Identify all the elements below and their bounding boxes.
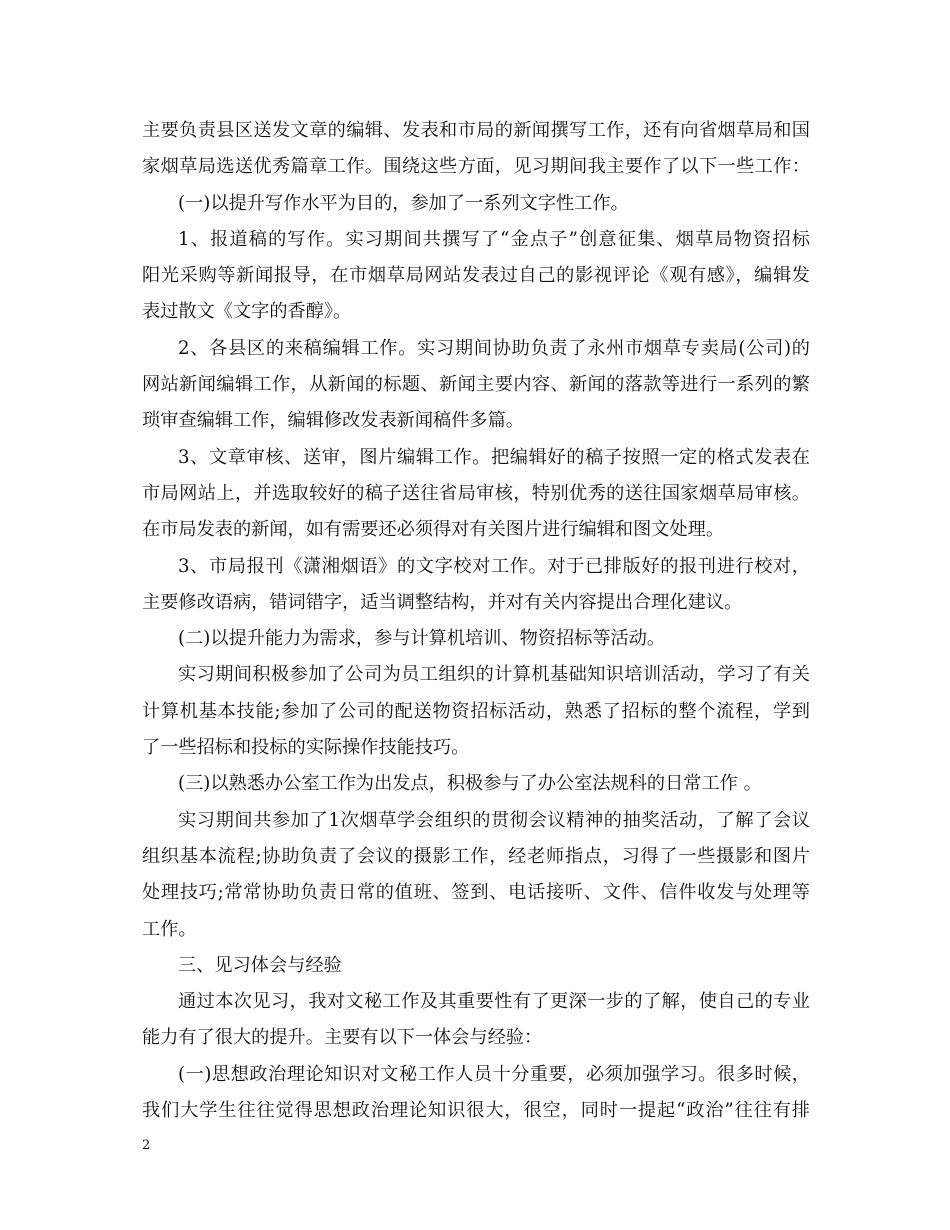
text-line: 1、报道稿的写作。实习期间共撰写了“金点子”创意征集、烟草局物资招标 xyxy=(178,228,810,250)
document-body xyxy=(142,113,810,1129)
text-line: 通过本次见习，我对文秘工作及其重要性有了更深一步的了解，使自己的专业 xyxy=(178,991,810,1013)
text-line: (一)以提升写作水平为目的，参加了一系列文字性工作。 xyxy=(178,192,629,214)
text-line: 表过散文《文字的香醇》。 xyxy=(142,301,352,323)
text-line: (三)以熟悉办公室工作为出发点，积极参与了办公室法规科的日常工作 。 xyxy=(178,773,762,795)
text-line: 琐审查编辑工作，编辑修改发表新闻稿件多篇。 xyxy=(142,410,524,432)
text-line: 计算机基本技能;参加了公司的配送物资招标活动，熟悉了招标的整个流程，学到 xyxy=(142,700,810,722)
text-line: 我们大学生往往觉得思想政治理论知识很大，很空，同时一提起“政治”往往有排 xyxy=(142,1100,810,1122)
text-line: 家烟草局选送优秀篇章工作。围绕这些方面，见习期间我主要作了以下一些工作： xyxy=(142,156,810,178)
text-line: 主要修改语病，错词错字，适当调整结构，并对有关内容提出合理化建议。 xyxy=(142,591,743,613)
page-number: 2 xyxy=(142,1138,151,1153)
text-line: 实习期间共参加了1次烟草学会组织的贯彻会议精神的抽奖活动，了解了会议 xyxy=(178,809,810,831)
text-line: (一)思想政治理论知识对文秘工作人员十分重要，必须加强学习。很多时候， xyxy=(178,1063,810,1085)
text-line: 处理技巧;常常协助负责日常的值班、签到、电话接听、文件、信件收发与处理等 xyxy=(142,882,810,904)
text-line: 阳光采购等新闻报导，在市烟草局网站发表过自己的影视评论《观有感》，编辑发 xyxy=(142,265,810,287)
text-line: (二)以提升能力为需求，参与计算机培训、物资招标等活动。 xyxy=(178,628,666,650)
text-line: 在市局发表的新闻，如有需要还必须得对有关图片进行编辑和图文处理。 xyxy=(142,519,725,541)
text-line: 网站新闻编辑工作，从新闻的标题、新闻主要内容、新闻的落款等进行一系列的繁 xyxy=(142,374,810,396)
text-line: 3、文章审核、送审，图片编辑工作。把编辑好的稿子按照一定的格式发表在 xyxy=(178,446,810,468)
text-line: 3、市局报刊《潇湘烟语》的文字校对工作。对于已排版好的报刊进行校对， xyxy=(178,555,810,577)
text-line: 2、各县区的来稿编辑工作。实习期间协助负责了永州市烟草专卖局(公司)的 xyxy=(178,337,810,359)
text-line: 了一些招标和投标的实际操作技能技巧。 xyxy=(142,737,470,759)
text-line: 主要负责县区送发文章的编辑、发表和市局的新闻撰写工作，还有向省烟草局和国 xyxy=(142,120,810,141)
text-line: 市局网站上，并选取较好的稿子送往省局审核，特别优秀的送往国家烟草局审核。 xyxy=(142,482,810,504)
text-line: 组织基本流程;协助负责了会议的摄影工作，经老师指点，习得了一些摄影和图片 xyxy=(142,845,810,867)
text-line: 能力有了很大的提升。主要有以下一体会与经验： xyxy=(142,1027,543,1049)
text-line: 工作。 xyxy=(142,918,197,940)
text-line: 三、见习体会与经验 xyxy=(178,954,342,976)
text-line: 实习期间积极参加了公司为员工组织的计算机基础知识培训活动，学习了有关 xyxy=(178,664,810,686)
